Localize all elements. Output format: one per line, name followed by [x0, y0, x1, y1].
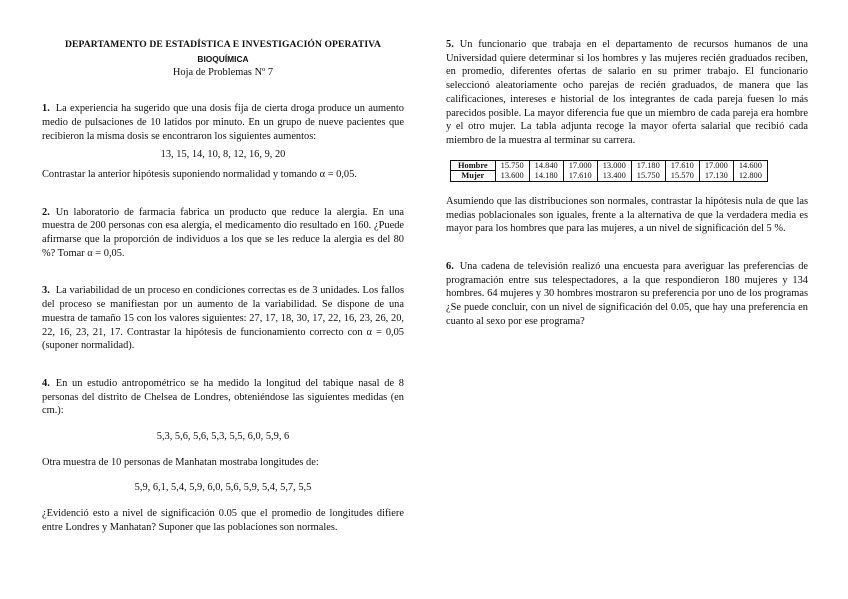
problem-number: 4.: [42, 377, 50, 389]
problem-text: La experiencia ha sugerido que una dosis fija de cierta droga produce un aumento medio de pulsaciones de 10 latidos por minuto. En un grupo de nueve pacientes que recibieron la misma dosis se encontraron los siguientes aumentos:: [42, 103, 404, 142]
problem-text: Un funcionario que trabaja en el departamento de recursos humanos de una Universidad quiere determinar si los hombres y las mujeres recién graduados reciben, en promedio, diferentes ofertas de salario en su primer trabajo. El funcionario seleccionó aleatoriamente ocho parejas de recién graduados, de manera que las calificaciones, intereses e historial de los integrantes de cada pareja fuesen lo más parecidos posible. La mayor diferencia fue que un miembro de cada pareja era hombre y el otro mujer. La tabla adjunta recoge la mayor oferta salarial que recibió cada miembro de la muestra al terminar su carrera.: [446, 39, 808, 146]
table-cell: 17.610: [665, 160, 699, 171]
problem-data: 5,3, 5,6, 5,6, 5,3, 5,5, 6,0, 5,9, 6: [156, 431, 290, 443]
table-cell: 17.180: [631, 160, 665, 171]
table-cell: 13.600: [495, 171, 529, 182]
table-cell: 17.130: [699, 171, 733, 182]
document-header: [42, 38, 404, 80]
table-row: [451, 160, 768, 171]
table-cell: 14.840: [529, 160, 563, 171]
table-row: [451, 171, 768, 182]
problem-data: 13, 15, 14, 10, 8, 12, 16, 9, 20: [160, 149, 286, 161]
problem-text-middle: Otra muestra de 10 personas de Manhatan mostraba longitudes de:: [42, 456, 319, 468]
table-cell: 13.400: [597, 171, 631, 182]
problem-question: ¿Evidenció esto a nivel de significación 0.05 que el promedio de longitudes difiere entre Londres y Manhatan? Suponer que las poblaciones son normales.: [42, 508, 404, 533]
problem-text: Un laboratorio de farmacia fabrica un producto que reduce la alergia. En una muestra de 200 personas con esa alergia, el medicamento dio resultado en 160. ¿Puede afirmarse que la proporción de individuos a los que se les reduce la alergia es del 80 %? Tomar α = 0,05.: [42, 206, 404, 259]
table-cell: 15.750: [631, 171, 665, 182]
problem-6: [446, 260, 808, 329]
problem-question: Asumiendo que las distribuciones son normales, contrastar la hipótesis nula de que las medias poblacionales son iguales, frente a la alternativa de que la verdadera media es mayor para los hombres que para las mujeres, a un nivel de significación del 5 %.: [446, 195, 808, 235]
problem-4: [42, 377, 404, 535]
problem-text: Una cadena de televisión realizó una encuesta para averiguar las preferencias de programación entre sus telespectadores, a la que respondieron 180 mujeres y 134 hombres. 64 mujeres y 30 hombres mostraron su preferencia por uno de los programas ¿Se puede concluir, con un nivel de significación del 0.05, que hay una preferencia en cuanto al sexo por ese programa?: [446, 260, 808, 327]
problem-number: 1.: [42, 103, 50, 115]
problem-1: [42, 102, 404, 182]
right-column: [446, 38, 808, 328]
row-label: Mujer: [451, 171, 496, 182]
problem-data: 5,9, 6,1, 5,4, 5,9, 6,0, 5,6, 5,9, 5,4, 5,7, 5,5: [134, 482, 312, 494]
problem-number: 3.: [42, 285, 50, 297]
problem-question: Contrastar la anterior hipótesis suponiendo normalidad y tomando α = 0,05.: [42, 168, 357, 180]
left-column: [42, 38, 404, 535]
sheet-title: Hoja de Problemas Nº 7: [172, 67, 274, 79]
table-cell: 17.000: [563, 160, 597, 171]
row-label: Hombre: [451, 160, 496, 171]
problem-3: [42, 284, 404, 353]
table-cell: 15.570: [665, 171, 699, 182]
table-cell: 13.000: [597, 160, 631, 171]
table-cell: 15.750: [495, 160, 529, 171]
salary-table: [450, 160, 768, 182]
problem-number: 5.: [446, 39, 454, 50]
table-cell: 14.180: [529, 171, 563, 182]
problem-text: La variabilidad de un proceso en condiciones correctas es de 3 unidades. Los fallos del proceso se manifiestan por un aumento de la variabilidad. Se dispone de una muestra de tamaño 15 con los valores siguientes: 27, 17, 18, 30, 17, 22, 16, 23, 26, 20, 22, 16, 23, 21, 17. Contrastar la hipótesis de funcionamiento correcto con α = 0,05 (suponer normalidad).: [42, 285, 404, 352]
problem-2: [42, 206, 404, 261]
problem-number: 2.: [42, 206, 50, 218]
table-cell: 12.800: [733, 171, 767, 182]
problem-number: 6.: [446, 260, 454, 272]
table-cell: 17.000: [699, 160, 733, 171]
department-title: DEPARTAMENTO DE ESTADÍSTICA E INVESTIGACIÓN OPERATIVA: [64, 39, 382, 50]
table-cell: 14.600: [733, 160, 767, 171]
table-cell: 17.610: [563, 171, 597, 182]
problem-text: En un estudio antropométrico se ha medido la longitud del tabique nasal de 8 personas del distrito de Chelsea de Londres, obteniéndose las siguientes medidas (en cm.):: [42, 377, 404, 417]
subject-title: BIOQUÍMICA: [197, 53, 249, 64]
problem-5: [446, 38, 808, 236]
